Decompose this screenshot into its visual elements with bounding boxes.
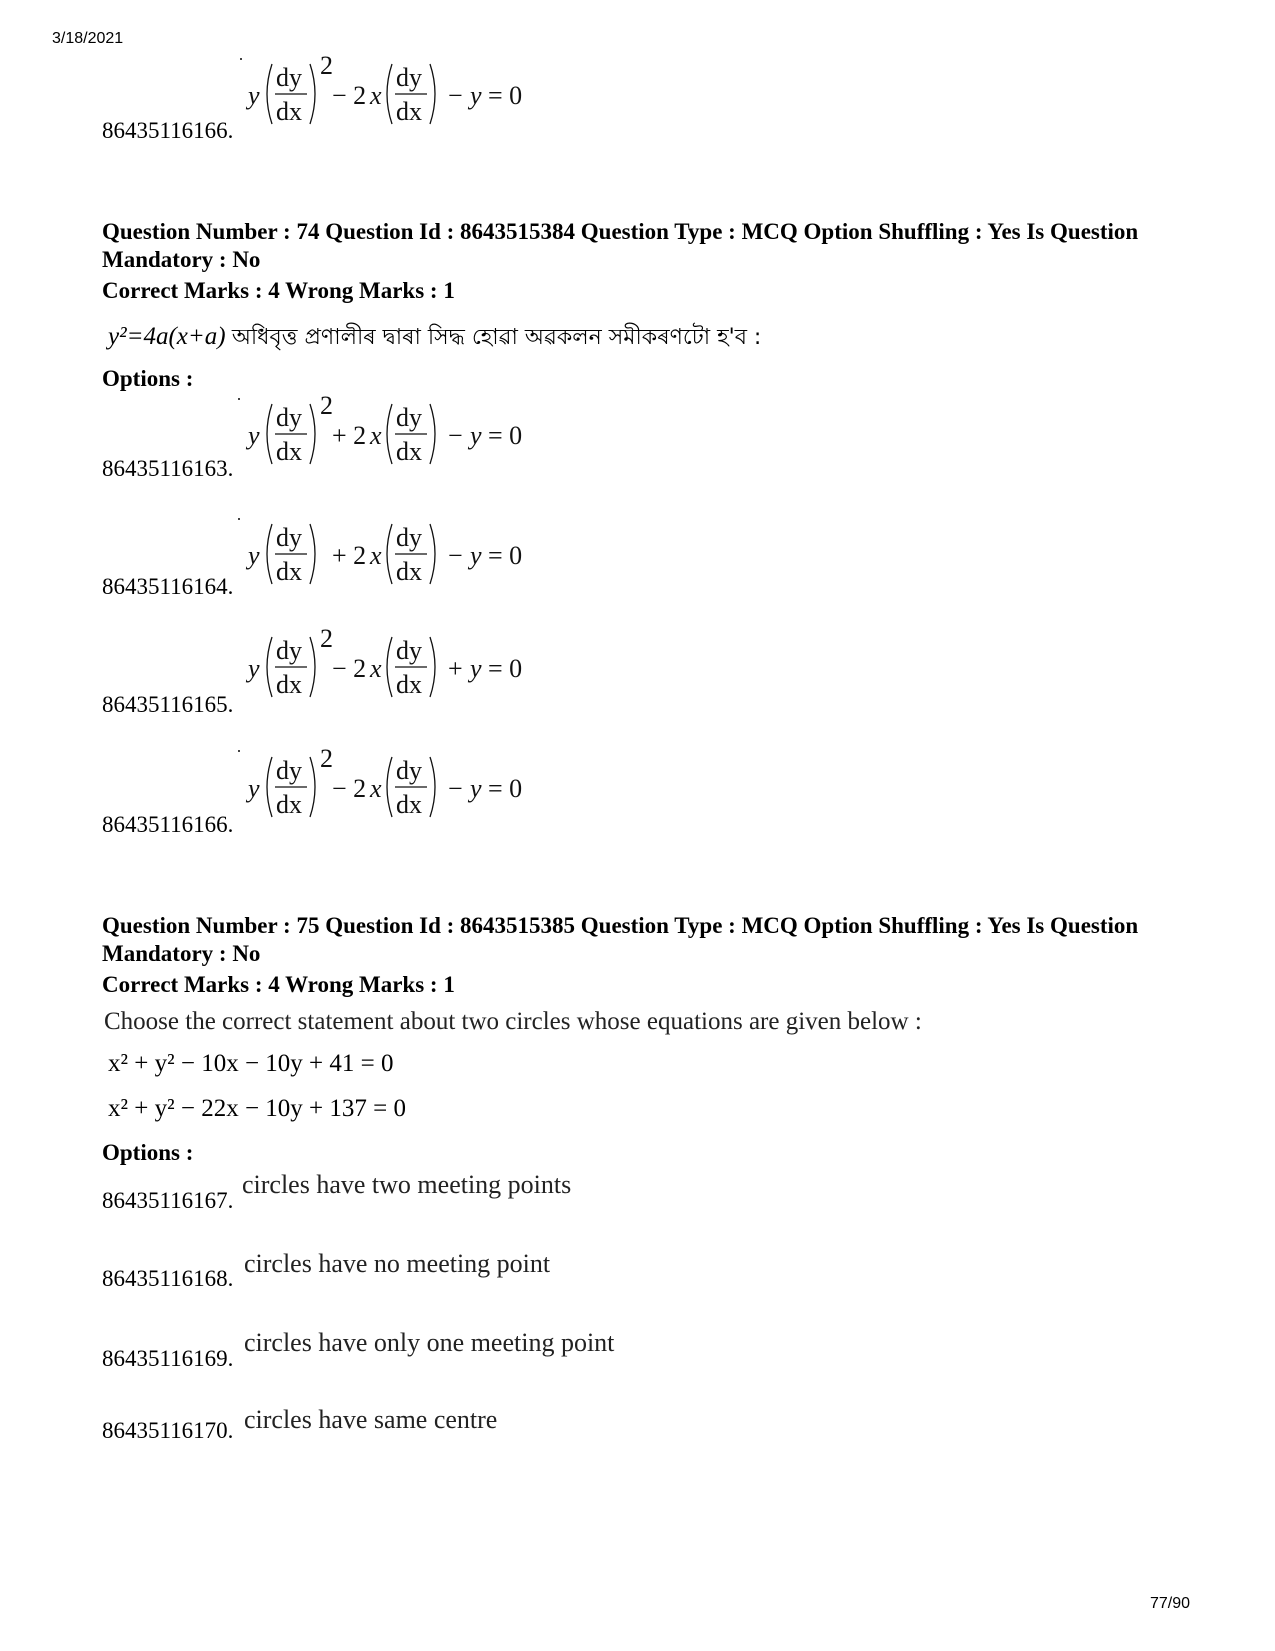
paren-left <box>267 404 272 464</box>
variable-y: y <box>248 774 260 803</box>
operator: − 2 <box>332 654 367 683</box>
option-equation <box>248 51 548 130</box>
equals-zero: = 0 <box>488 421 523 450</box>
variable-y: y <box>470 774 482 803</box>
paren-left <box>387 524 392 584</box>
paren-left <box>267 64 272 124</box>
options-label: Options : <box>102 366 194 391</box>
option-equation <box>248 520 548 590</box>
paren-left <box>267 757 272 817</box>
fraction-numerator: dy <box>396 523 422 552</box>
variable-y: y <box>248 654 260 683</box>
option-id: 86435116166. <box>102 812 234 837</box>
option-text: circles have same centre <box>244 1405 498 1434</box>
operator: − <box>448 541 463 570</box>
fraction-denominator: dx <box>396 557 422 586</box>
fraction-numerator: dy <box>396 403 422 432</box>
operator: − 2 <box>332 81 367 110</box>
equals-zero: = 0 <box>488 654 523 683</box>
scan-dot <box>238 398 240 400</box>
option-text: circles have no meeting point <box>244 1249 551 1278</box>
operator: + 2 <box>332 421 367 450</box>
scan-dot <box>240 58 242 60</box>
paren-left <box>387 64 392 124</box>
fraction-denominator: dx <box>276 557 302 586</box>
scan-dot <box>238 518 240 520</box>
paren-right <box>310 637 315 697</box>
paren-right <box>310 524 315 584</box>
fraction-denominator: dx <box>396 790 422 819</box>
question-header: Question Number : 75 Question Id : 8643515385 Question Type : MCQ Option Shuffling : Yes Is Question Mandatory : No <box>102 913 1139 966</box>
fraction-denominator: dx <box>276 437 302 466</box>
variable-y: y <box>470 541 482 570</box>
variable-y: y <box>248 81 260 110</box>
fraction-denominator: dx <box>276 670 302 699</box>
paren-right <box>310 757 315 817</box>
fraction-numerator: dy <box>276 523 302 552</box>
variable-y: y <box>470 421 482 450</box>
variable-y: y <box>248 421 260 450</box>
variable-x: x <box>370 421 382 450</box>
option-id: 86435116170. <box>102 1418 234 1443</box>
fraction-denominator: dx <box>276 97 302 126</box>
option-text: circles have two meeting points <box>242 1170 572 1199</box>
fraction-numerator: dy <box>276 636 302 665</box>
option-id: 86435116169. <box>102 1346 234 1371</box>
paren-right <box>310 64 315 124</box>
paren-left <box>267 524 272 584</box>
paren-left <box>387 757 392 817</box>
circle-equation-2: x² + y² − 22x − 10y + 137 = 0 <box>108 1095 406 1122</box>
fraction-denominator: dx <box>396 97 422 126</box>
fraction-numerator: dy <box>276 756 302 785</box>
paren-right <box>310 404 315 464</box>
fraction-numerator: dy <box>276 63 302 92</box>
fraction-numerator: dy <box>396 756 422 785</box>
variable-x: x <box>370 654 382 683</box>
fraction-numerator: dy <box>396 63 422 92</box>
operator: − 2 <box>332 774 367 803</box>
options-label: Options : <box>102 1140 194 1165</box>
statement-text: অধিবৃত্ত প্ৰণালীৰ দ্বাৰা সিদ্ধ হোৱা অৱকলন সমীকৰণটো হ'ব : <box>231 325 762 350</box>
operator: − <box>448 774 463 803</box>
paren-left <box>387 637 392 697</box>
statement-math: y²=4a(x+a) <box>108 323 226 350</box>
variable-y: y <box>470 654 482 683</box>
circle-equation-1: x² + y² − 10x − 10y + 41 = 0 <box>108 1050 394 1077</box>
option-id: 86435116166. <box>102 118 234 143</box>
print-date: 3/18/2021 <box>52 30 124 47</box>
page-number: 77/90 <box>1150 1595 1191 1612</box>
variable-x: x <box>370 774 382 803</box>
fraction-denominator: dx <box>396 670 422 699</box>
option-id: 86435116165. <box>102 692 234 717</box>
option-id: 86435116167. <box>102 1188 234 1213</box>
variable-x: x <box>370 81 382 110</box>
paren-left <box>387 404 392 464</box>
paren-right <box>430 524 435 584</box>
option-id: 86435116163. <box>102 456 234 481</box>
operator: − <box>448 81 463 110</box>
marks-line: Correct Marks : 4 Wrong Marks : 1 <box>102 278 455 303</box>
marks-line: Correct Marks : 4 Wrong Marks : 1 <box>102 972 455 997</box>
option-equation <box>248 624 548 703</box>
option-id: 86435116164. <box>102 574 234 599</box>
fraction-numerator: dy <box>276 403 302 432</box>
exponent: 2 <box>320 624 333 653</box>
fraction-denominator: dx <box>276 790 302 819</box>
exponent: 2 <box>320 391 333 420</box>
paren-left <box>267 637 272 697</box>
operator: + <box>448 654 463 683</box>
variable-y: y <box>248 541 260 570</box>
fraction-numerator: dy <box>396 636 422 665</box>
question-header: Question Number : 74 Question Id : 8643515384 Question Type : MCQ Option Shuffling : Yes Is Question Mandatory : No <box>102 219 1139 272</box>
paren-right <box>430 64 435 124</box>
equals-zero: = 0 <box>488 541 523 570</box>
paren-right <box>430 757 435 817</box>
exponent: 2 <box>320 51 333 80</box>
option-equation <box>248 744 548 823</box>
question-statement <box>108 320 761 357</box>
option-id: 86435116168. <box>102 1266 234 1291</box>
equals-zero: = 0 <box>488 774 523 803</box>
equals-zero: = 0 <box>488 81 523 110</box>
option-equation <box>248 391 548 470</box>
variable-x: x <box>370 541 382 570</box>
paren-right <box>430 637 435 697</box>
scan-dot <box>238 750 240 752</box>
variable-y: y <box>470 81 482 110</box>
operator: − <box>448 421 463 450</box>
fraction-denominator: dx <box>396 437 422 466</box>
paren-right <box>430 404 435 464</box>
option-text: circles have only one meeting point <box>244 1328 615 1357</box>
exponent: 2 <box>320 744 333 773</box>
question-statement: Choose the correct statement about two circles whose equations are given below : <box>104 1008 922 1035</box>
operator: + 2 <box>332 541 367 570</box>
